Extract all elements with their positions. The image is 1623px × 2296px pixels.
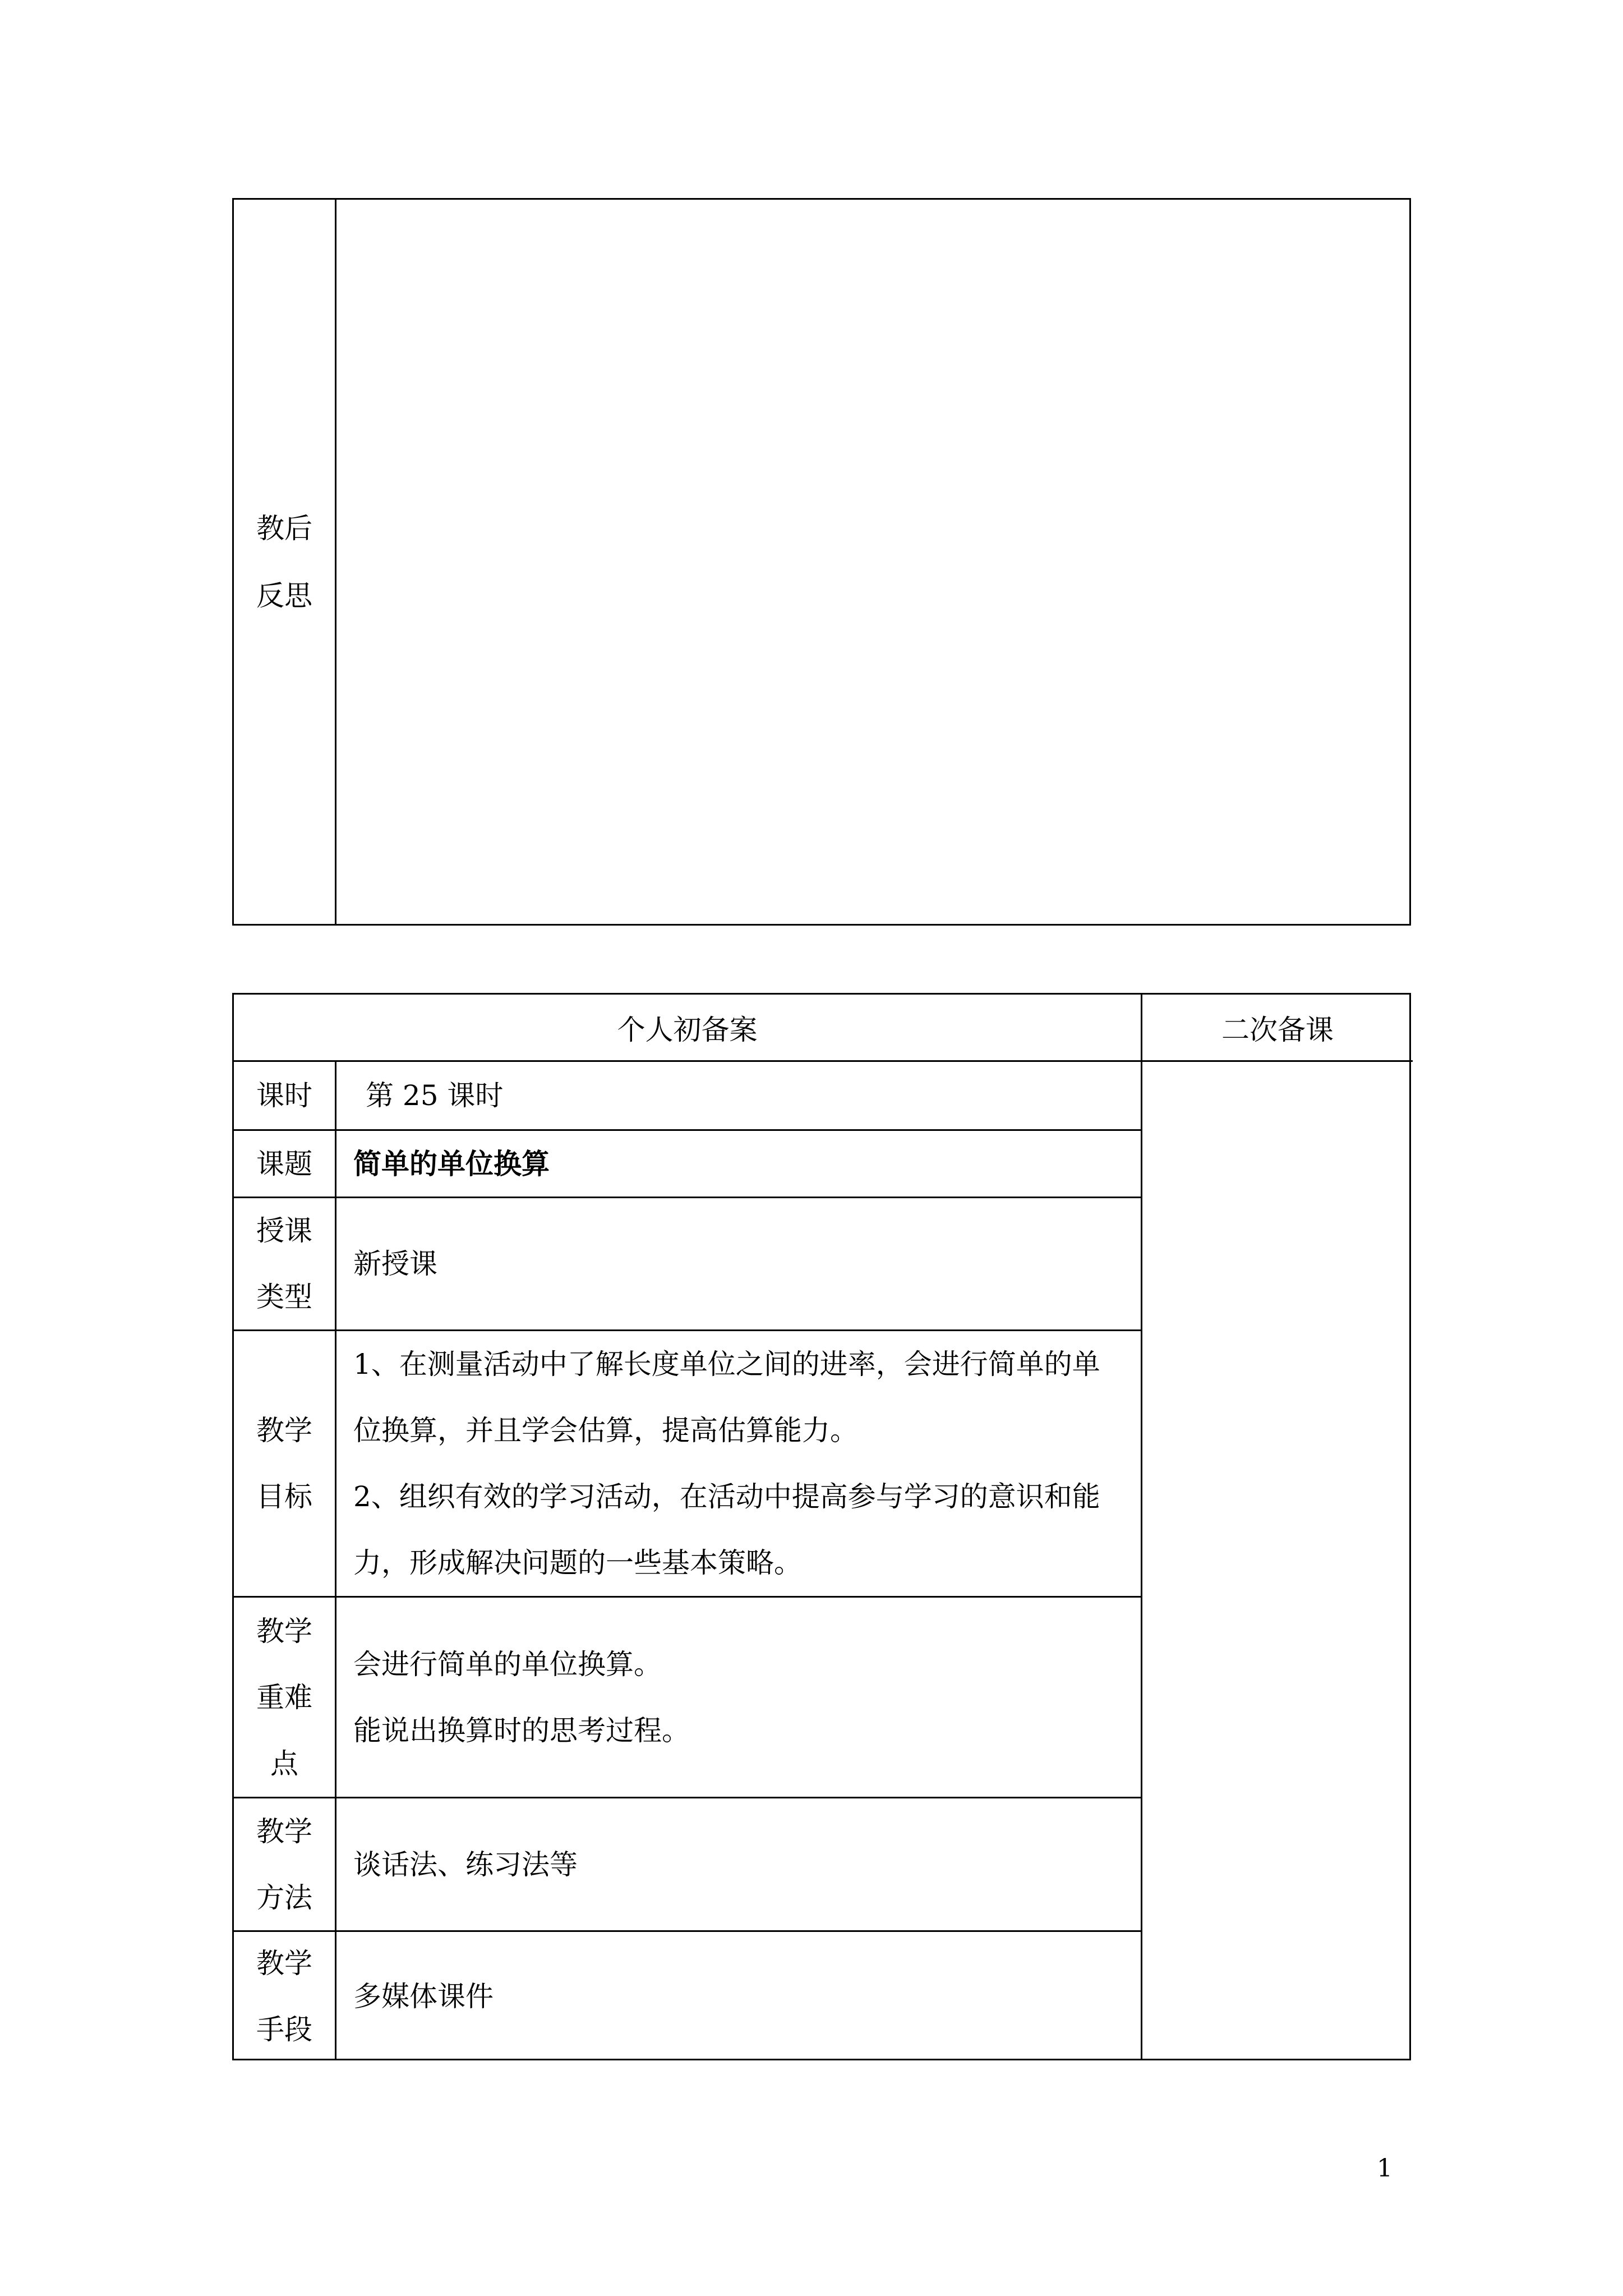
objective-line: 2、组织有效的学习活动，在活动中提高参与学习的意识和能: [353, 1480, 1100, 1513]
label-line: 教学: [256, 1414, 312, 1447]
row-content-means: 多媒体课件: [353, 1980, 494, 2013]
reflection-label-line2: 反思: [256, 579, 312, 612]
row-content-objectives: [336, 1331, 1150, 1596]
reflection-table: [232, 198, 1411, 926]
label-line: 授课: [256, 1214, 312, 1247]
row-label-objectives: [234, 1331, 335, 1596]
row-label-period: [234, 1062, 335, 1129]
row-label-means: [234, 1932, 335, 2060]
label-line: 手段: [256, 2013, 312, 2046]
key-point-line: 会进行简单的单位换算。: [353, 1648, 662, 1681]
row-content-lesson-type: 新授课: [353, 1248, 437, 1280]
header-personal-plan: 个人初备案: [617, 1013, 758, 1046]
label-line: 重难: [256, 1681, 312, 1714]
row-content-method: 谈话法、练习法等: [353, 1848, 578, 1881]
reflection-label-line1: 教后: [256, 512, 312, 545]
objective-line: 位换算，并且学会估算，提高估算能力。: [353, 1414, 858, 1447]
label-line: 课题: [256, 1147, 312, 1180]
objective-line: 力，形成解决问题的一些基本策略。: [353, 1547, 802, 1579]
row-label-key-points: [234, 1598, 335, 1797]
row-content-key-points: [336, 1598, 1138, 1797]
label-line: 方法: [256, 1881, 312, 1914]
reflection-label: [234, 200, 335, 924]
label-line: 目标: [256, 1480, 312, 1513]
key-point-line: 能说出换算时的思考过程。: [353, 1714, 690, 1747]
label-line: 类型: [256, 1281, 312, 1313]
row-divider: [1141, 1060, 1413, 1062]
row-content-period: 第 25 课时: [366, 1079, 504, 1112]
row-label-method: [234, 1798, 335, 1930]
row-label-topic: [234, 1131, 335, 1197]
objective-line: 1、在测量活动中了解长度单位之间的进率，会进行简单的单: [353, 1348, 1100, 1381]
label-line: 课时: [256, 1079, 312, 1112]
reflection-divider: [335, 200, 336, 924]
lesson-plan-table: [232, 993, 1411, 2060]
row-content-topic: 简单的单位换算: [353, 1147, 550, 1180]
row-label-lesson-type: [234, 1198, 335, 1329]
header-second-plan: 二次备课: [1221, 1013, 1334, 1046]
label-line: 教学: [256, 1947, 312, 1980]
label-line: 点: [270, 1747, 298, 1780]
page-number: 1: [1377, 2154, 1393, 2183]
label-line: 教学: [256, 1815, 312, 1848]
label-line: 教学: [256, 1614, 312, 1648]
